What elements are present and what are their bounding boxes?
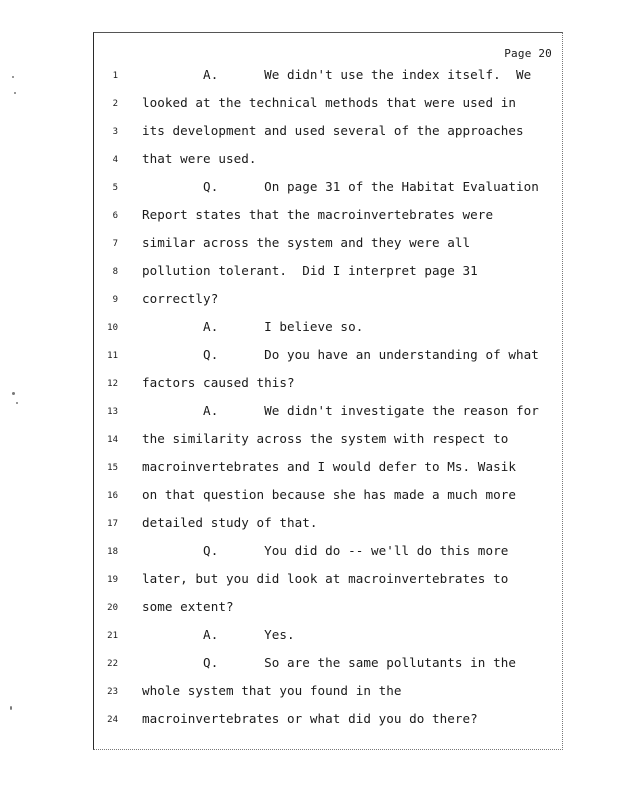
line-number: 22 <box>107 659 118 669</box>
line-number: 13 <box>107 407 118 417</box>
line-text: some extent? <box>142 599 234 614</box>
line-number: 4 <box>112 155 118 165</box>
line-number: 5 <box>112 183 118 193</box>
line-number: 21 <box>107 631 118 641</box>
line-number: 15 <box>107 463 118 473</box>
transcript-page <box>93 32 563 750</box>
line-text: looked at the technical methods that were used in <box>142 95 516 110</box>
scan-speck <box>10 706 12 710</box>
line-text: pollution tolerant. Did I interpret page 31 <box>142 263 478 278</box>
line-text: Q. So are the same pollutants in the <box>142 655 516 670</box>
line-text: Q. You did do -- we'll do this more <box>142 543 509 558</box>
line-number: 19 <box>107 575 118 585</box>
transcript-line <box>94 67 564 95</box>
line-number: 8 <box>112 267 118 277</box>
transcript-line <box>94 683 564 711</box>
transcript-line <box>94 179 564 207</box>
transcript-line <box>94 207 564 235</box>
transcript-line <box>94 571 564 599</box>
line-number: 16 <box>107 491 118 501</box>
scan-speck <box>14 92 16 94</box>
transcript-line <box>94 543 564 571</box>
scan-speck <box>16 402 18 404</box>
line-number: 3 <box>112 127 118 137</box>
transcript-line <box>94 599 564 627</box>
line-text: on that question because she has made a much more <box>142 487 516 502</box>
transcript-line <box>94 487 564 515</box>
transcript-line <box>94 403 564 431</box>
transcript-line <box>94 627 564 655</box>
transcript-line <box>94 123 564 151</box>
line-number: 9 <box>112 295 118 305</box>
line-text: Report states that the macroinvertebrates were <box>142 207 494 222</box>
line-number: 23 <box>107 687 118 697</box>
line-text: A. Yes. <box>142 627 295 642</box>
line-text: macroinvertebrates and I would defer to Ms. Wasik <box>142 459 516 474</box>
transcript-line <box>94 319 564 347</box>
transcript-line <box>94 95 564 123</box>
line-number: 10 <box>107 323 118 333</box>
line-number: 20 <box>107 603 118 613</box>
line-text: correctly? <box>142 291 219 306</box>
line-number: 11 <box>107 351 118 361</box>
line-text: macroinvertebrates or what did you do there? <box>142 711 478 726</box>
page-number: Page 20 <box>504 47 552 60</box>
line-number: 14 <box>107 435 118 445</box>
transcript-line <box>94 375 564 403</box>
line-number: 7 <box>112 239 118 249</box>
line-text: Q. Do you have an understanding of what <box>142 347 539 362</box>
scan-speck <box>12 76 14 78</box>
transcript-line <box>94 347 564 375</box>
line-text: whole system that you found in the <box>142 683 402 698</box>
transcript-line <box>94 151 564 179</box>
line-number: 6 <box>112 211 118 221</box>
line-text: the similarity across the system with respect to <box>142 431 509 446</box>
line-text: detailed study of that. <box>142 515 318 530</box>
line-text: similar across the system and they were all <box>142 235 471 250</box>
line-number: 2 <box>112 99 118 109</box>
line-number: 17 <box>107 519 118 529</box>
line-number: 1 <box>112 71 118 81</box>
transcript-line <box>94 431 564 459</box>
transcript-line <box>94 263 564 291</box>
line-text: its development and used several of the approaches <box>142 123 524 138</box>
line-text: factors caused this? <box>142 375 295 390</box>
line-text: A. We didn't use the index itself. We <box>142 67 532 82</box>
transcript-line <box>94 655 564 683</box>
line-text: A. I believe so. <box>142 319 364 334</box>
line-number: 18 <box>107 547 118 557</box>
line-text: A. We didn't investigate the reason for <box>142 403 539 418</box>
transcript-line <box>94 235 564 263</box>
transcript-line <box>94 459 564 487</box>
line-number: 24 <box>107 715 118 725</box>
transcript-line <box>94 515 564 543</box>
transcript-line <box>94 291 564 319</box>
line-text: later, but you did look at macroinvertebrates to <box>142 571 509 586</box>
line-text: Q. On page 31 of the Habitat Evaluation <box>142 179 539 194</box>
scan-speck <box>12 392 15 395</box>
line-text: that were used. <box>142 151 257 166</box>
line-number: 12 <box>107 379 118 389</box>
transcript-line <box>94 711 564 739</box>
